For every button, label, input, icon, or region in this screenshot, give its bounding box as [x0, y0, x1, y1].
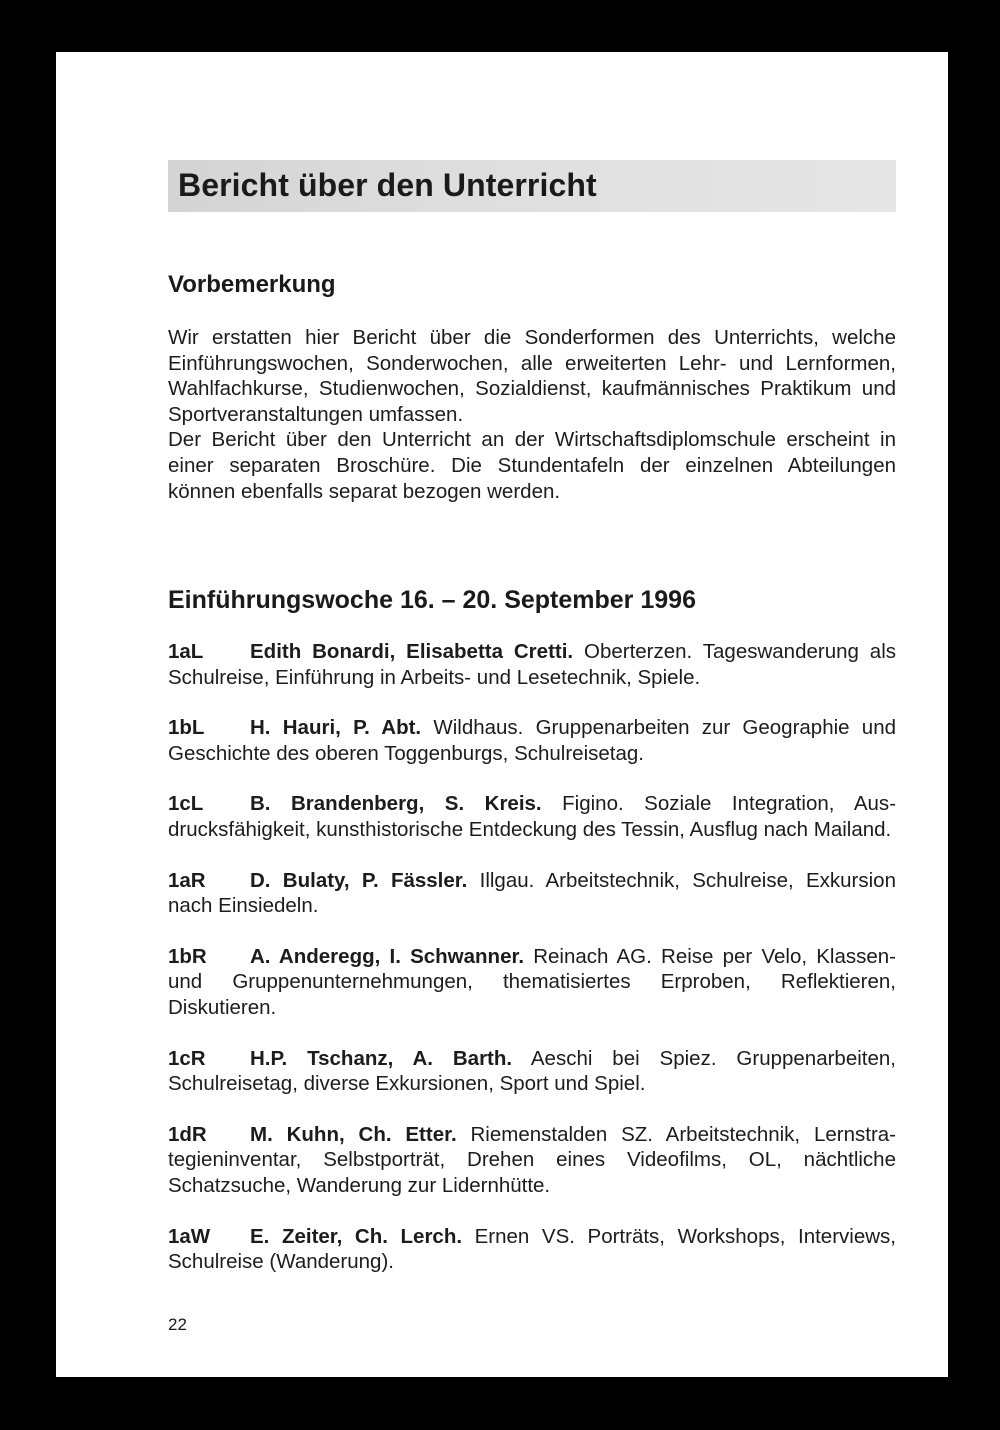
teacher-names: Edith Bonardi, Elisabetta Cretti. [250, 640, 574, 663]
teacher-names: H. Hauri, P. Abt. [250, 716, 422, 740]
teacher-names: B. Brandenberg, S. Kreis. [250, 792, 542, 816]
entry-description: Aeschi bei Spiez. Gruppenarbeiten, Schulreisetag, diverse Exkursionen, Sport und Spiel. [168, 1046, 896, 1096]
document-page [56, 52, 948, 1377]
class-entry [168, 1046, 896, 1097]
teacher-names: H.P. Tschanz, A. Barth. [250, 1046, 513, 1070]
page-number: 22 [168, 1315, 187, 1334]
class-code: 1aR [168, 868, 206, 892]
class-code: 1aW [168, 1224, 211, 1248]
class-entry [168, 944, 896, 1021]
class-entry [168, 639, 896, 690]
class-entry [168, 1224, 896, 1275]
intro-paragraph-1: Wir erstatten hier Bericht über die Sonderformen des Unterrichts, welche Einführungswochen, Sonderwochen, alle erweiterten Lehr- und Lernformen, Wahlfachkurse, Studienwochen, Sozialdienst, kaufmännisches Praktikum und Sportveranstaltungen umfassen. [168, 326, 896, 426]
teacher-names: D. Bulaty, P. Fässler. [250, 868, 468, 892]
class-entry [168, 1122, 896, 1199]
entry-description: Wildhaus. Gruppenarbeiten zur Geographie und Geschichte des oberen Toggenburgs, Schulreisetag. [168, 716, 896, 765]
class-entry [168, 868, 896, 919]
intro-paragraph-2: Der Bericht über den Unterricht an der Wirtschaftsdiplomschule erscheint in einer separaten Broschüre. Die Stundentafeln der einzelnen Abteilungen können ebenfalls separat bezogen werden. [168, 428, 896, 503]
entry-description: Figino. Soziale Integration, Ausdrucksfähigkeit, kunsthistorische Entdeckung des Tessin, Ausflug nach Mailand. [168, 792, 897, 841]
entry-description: Illgau. Arbeitstechnik, Schulreise, Exkursion nach Einsiedeln. [168, 868, 896, 918]
heading-vorbemerkung: Vorbemerkung [168, 271, 336, 298]
entry-description: Riemenstalden SZ. Arbeitstechnik, Lernstrategieninventar, Selbstporträt, Drehen eines Videofilms, OL, nächtliche Schatzsuche, Wanderung zur Lidernhütte. [168, 1122, 896, 1197]
class-code: 1aL [168, 640, 204, 663]
entry-description: Oberterzen. Tageswanderung als Schulreise, Einführung in Arbeits- und Lesetechnik, Spiele. [168, 640, 897, 689]
class-entry [168, 715, 896, 766]
page-title: Bericht über den Unterricht [178, 167, 597, 203]
teacher-names: E. Zeiter, Ch. Lerch. [250, 1224, 463, 1248]
heading-einfuehrungswoche: Einführungswoche 16. – 20. September 1996 [168, 586, 696, 614]
teacher-names: M. Kuhn, Ch. Etter. [250, 1122, 457, 1146]
entry-description: Ernen VS. Porträts, Workshops, Interviews, Schulreise (Wanderung). [168, 1224, 896, 1274]
class-entry [168, 791, 896, 842]
class-code: 1dR [168, 1122, 207, 1146]
class-code: 1cR [168, 1046, 206, 1070]
class-entries-list [168, 639, 896, 1300]
entry-description: Reinach AG. Reise per Velo, Klassen- und Gruppenunternehmungen, thematisiertes Erproben, Reflektieren, Diskutieren. [168, 944, 896, 1019]
title-bar [168, 160, 896, 212]
class-code: 1cL [168, 792, 204, 816]
intro-text [168, 325, 896, 504]
class-code: 1bR [168, 944, 207, 968]
teacher-names: A. Anderegg, I. Schwanner. [250, 944, 525, 968]
class-code: 1bL [168, 716, 205, 740]
